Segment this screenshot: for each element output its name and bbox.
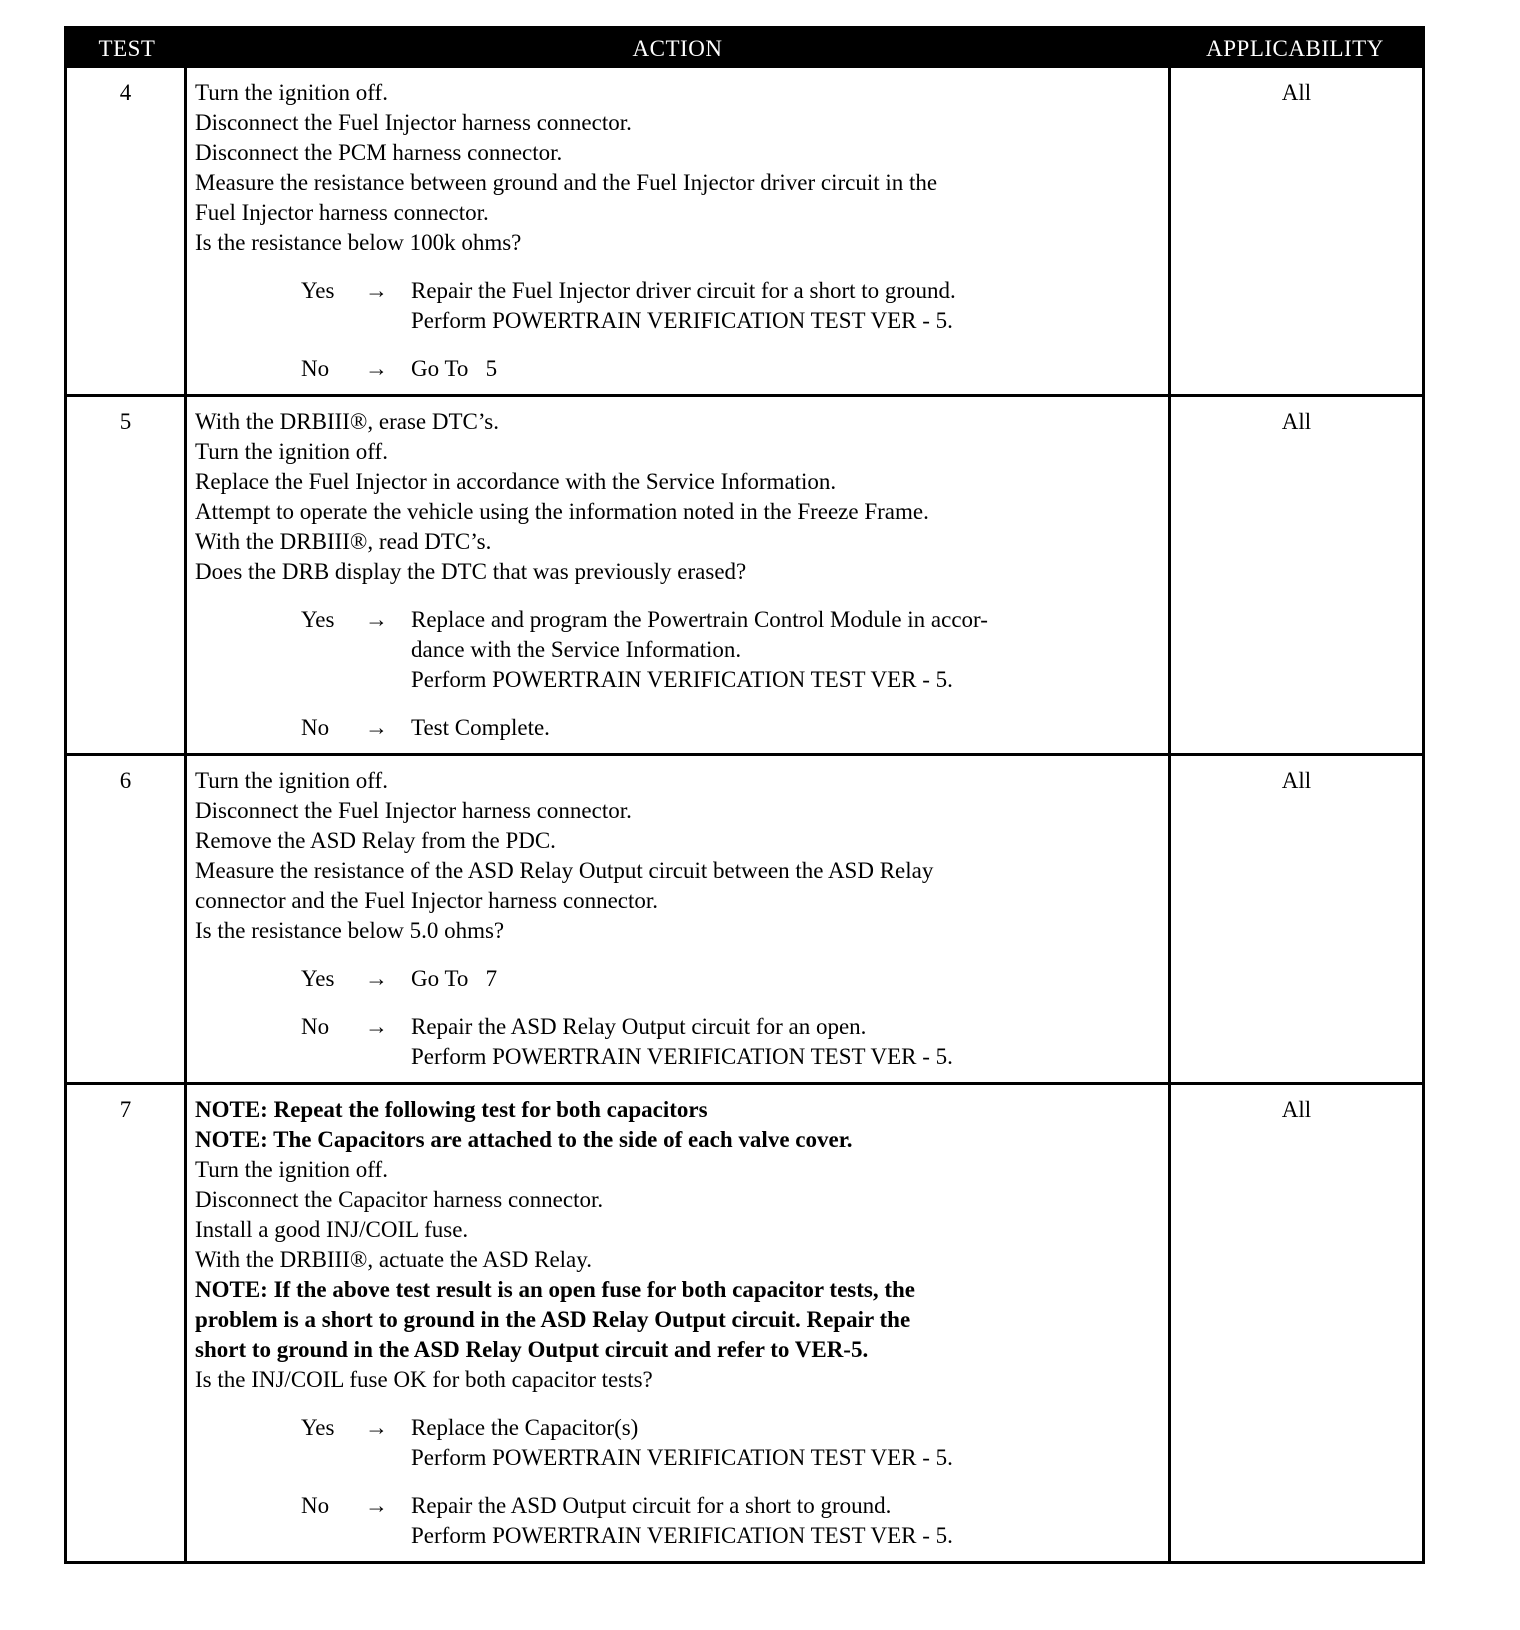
result-text: [411, 1413, 1160, 1473]
result-line: Repair the ASD Relay Output circuit for an open.: [411, 1014, 867, 1039]
action-line: Turn the ignition off.: [195, 80, 388, 105]
result-branch: [195, 354, 1160, 384]
note-line: NOTE: Repeat the following test for both capacitors: [195, 1097, 708, 1122]
note-line: short to ground in the ASD Relay Output circuit and refer to VER-5.: [195, 1337, 869, 1362]
applicability-cell: All: [1281, 768, 1312, 793]
result-line: Repair the Fuel Injector driver circuit for a short to ground.: [411, 278, 956, 303]
result-branch: [195, 1491, 1160, 1551]
arrow-right-icon: →: [365, 1415, 388, 1440]
action-line: With the DRBIII®, read DTC’s.: [195, 529, 492, 554]
arrow-right-icon: →: [365, 1493, 388, 1518]
result-label: Yes: [301, 1415, 335, 1440]
action-line: Disconnect the Fuel Injector harness connector.: [195, 110, 632, 135]
applicability-cell: All: [1281, 80, 1312, 105]
result-line: Perform POWERTRAIN VERIFICATION TEST VER - 5.: [411, 1445, 953, 1470]
header-action: ACTION: [632, 35, 723, 61]
note-line: NOTE: If the above test result is an open fuse for both capacitor tests, the: [195, 1277, 915, 1302]
action-line: Does the DRB display the DTC that was previously erased?: [195, 559, 747, 584]
action-line: Measure the resistance of the ASD Relay Output circuit between the ASD Relay: [195, 858, 934, 883]
action-line: Turn the ignition off.: [195, 768, 388, 793]
arrow-right-icon: →: [365, 356, 388, 381]
action-line: Install a good INJ/COIL fuse.: [195, 1217, 469, 1242]
test-number: 7: [67, 1085, 187, 1561]
result-branch: [195, 964, 1160, 994]
test-number: 4: [67, 68, 187, 394]
arrow-right-icon: →: [365, 278, 388, 303]
action-cell: [187, 397, 1171, 753]
result-branch: [195, 713, 1160, 743]
action-line: Turn the ignition off.: [195, 439, 388, 464]
table-row: [67, 1082, 1422, 1561]
result-line: Test Complete.: [411, 715, 550, 740]
result-branch: [195, 605, 1160, 695]
arrow-right-icon: →: [365, 1014, 388, 1039]
action-line: Is the resistance below 100k ohms?: [195, 230, 522, 255]
result-text: [411, 1491, 1160, 1551]
result-text: [411, 354, 1160, 384]
result-label: No: [301, 1014, 330, 1039]
action-cell: [187, 68, 1171, 394]
test-number: 6: [67, 756, 187, 1082]
arrow-right-icon: →: [365, 715, 388, 740]
result-label: No: [301, 715, 330, 740]
action-line: Is the INJ/COIL fuse OK for both capacitor tests?: [195, 1367, 653, 1392]
table-body: [67, 68, 1422, 1561]
action-line: Disconnect the Capacitor harness connector.: [195, 1187, 604, 1212]
result-text: [411, 1012, 1160, 1072]
result-line: Replace the Capacitor(s): [411, 1415, 639, 1440]
action-line: Turn the ignition off.: [195, 1157, 388, 1182]
action-line: With the DRBIII®, actuate the ASD Relay.: [195, 1247, 593, 1272]
result-line: Repair the ASD Output circuit for a short to ground.: [411, 1493, 892, 1518]
table-row: [67, 753, 1422, 1082]
result-line: Perform POWERTRAIN VERIFICATION TEST VER - 5.: [411, 1523, 953, 1548]
action-line: With the DRBIII®, erase DTC’s.: [195, 409, 499, 434]
action-line: Measure the resistance between ground and the Fuel Injector driver circuit in the: [195, 170, 938, 195]
note-line: NOTE: The Capacitors are attached to the side of each valve cover.: [195, 1127, 853, 1152]
result-label: No: [301, 1493, 330, 1518]
result-line: Perform POWERTRAIN VERIFICATION TEST VER - 5.: [411, 308, 953, 333]
result-line: Go To 7: [411, 966, 498, 991]
result-line: Go To 5: [411, 356, 498, 381]
result-branch: [195, 1413, 1160, 1473]
action-line: Replace the Fuel Injector in accordance with the Service Information.: [195, 469, 837, 494]
result-text: [411, 276, 1160, 336]
header-applicability: APPLICABILITY: [1206, 35, 1384, 61]
result-text: [411, 605, 1160, 695]
action-line: Fuel Injector harness connector.: [195, 200, 489, 225]
action-line: Disconnect the PCM harness connector.: [195, 140, 563, 165]
action-line: Disconnect the Fuel Injector harness connector.: [195, 798, 632, 823]
result-label: Yes: [301, 278, 335, 303]
table-header: [67, 29, 1422, 68]
diagnostic-table: [64, 26, 1425, 1564]
action-cell: [187, 756, 1171, 1082]
applicability-cell: All: [1281, 1097, 1312, 1122]
action-line: Remove the ASD Relay from the PDC.: [195, 828, 556, 853]
table-row: [67, 394, 1422, 753]
action-line: connector and the Fuel Injector harness connector.: [195, 888, 659, 913]
test-number: 5: [67, 397, 187, 753]
result-line: Replace and program the Powertrain Control Module in accor-: [411, 607, 988, 632]
result-text: [411, 713, 1160, 743]
action-cell: [187, 1085, 1171, 1561]
action-line: Attempt to operate the vehicle using the information noted in the Freeze Frame.: [195, 499, 929, 524]
result-label: Yes: [301, 607, 335, 632]
result-text: [411, 964, 1160, 994]
arrow-right-icon: →: [365, 607, 388, 632]
result-line: Perform POWERTRAIN VERIFICATION TEST VER - 5.: [411, 1044, 953, 1069]
result-label: No: [301, 356, 330, 381]
result-line: Perform POWERTRAIN VERIFICATION TEST VER - 5.: [411, 667, 953, 692]
table-row: [67, 68, 1422, 394]
result-label: Yes: [301, 966, 335, 991]
result-branch: [195, 1012, 1160, 1072]
note-line: problem is a short to ground in the ASD Relay Output circuit. Repair the: [195, 1307, 911, 1332]
header-test: TEST: [98, 35, 156, 61]
action-line: Is the resistance below 5.0 ohms?: [195, 918, 505, 943]
result-line: dance with the Service Information.: [411, 637, 742, 662]
result-branch: [195, 276, 1160, 336]
applicability-cell: All: [1281, 409, 1312, 434]
arrow-right-icon: →: [365, 966, 388, 991]
